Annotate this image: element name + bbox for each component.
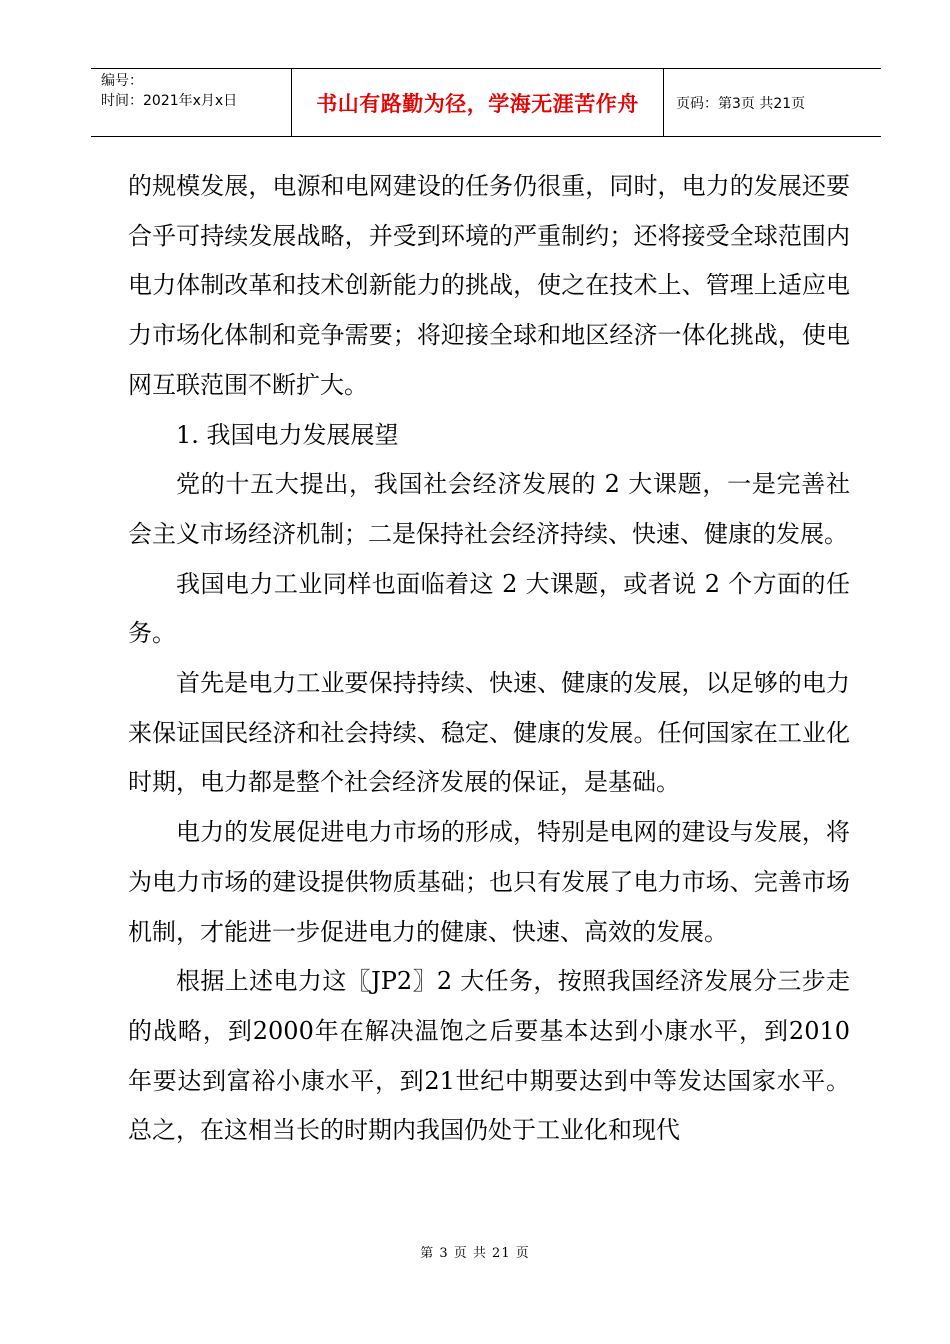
paragraph: 电力的发展促进电力市场的形成，特别是电网的建设与发展，将为电力市场的建设提供物质基础；也只有发展了电力市场、完善市场机制，才能进一步促进电力的健康、快速、高效的发展。 xyxy=(128,818,850,946)
page-footer: 第 3 页 共 21 页 xyxy=(420,1246,530,1261)
document-body xyxy=(128,162,850,1156)
header-meta-cell xyxy=(91,69,292,136)
header-motto: 书山有路勤为径，学海无涯苦作舟 xyxy=(292,69,664,136)
header-page-code: 页码：第3页 共21页 xyxy=(676,95,806,112)
paragraph: 根据上述电力这〖JP2〗2 大任务，按照我国经济发展分三步走的战略，到2000年在解决温饱之后要基本达到小康水平，到2010年要达到富裕小康水平，到21世纪中期要达到中等发达国家水平。总之，在这相当长的时期内我国仍处于工业化和现代 xyxy=(128,967,850,1145)
paragraph-continuation: 的规模发展，电源和电网建设的任务仍很重，同时，电力的发展还要合乎可持续发展战略，并受到环境的严重制约；还将接受全球范围内电力体制改革和技术创新能力的挑战，使之在技术上、管理上适应电力市场化体制和竞争需要；将迎接全球和地区经济一体化挑战，使电网互联范围不断扩大。 xyxy=(128,172,850,399)
time-label: 时间：2021年x月x日 xyxy=(101,93,238,109)
section-heading: 1. 我国电力发展展望 xyxy=(176,420,399,449)
paragraph: 我国电力工业同样也面临着这 2 大课题，或者说 2 个方面的任务。 xyxy=(128,569,850,648)
paragraph: 党的十五大提出，我国社会经济发展的 2 大课题，一是完善社会主义市场经济机制；二是保持社会经济持续、快速、健康的发展。 xyxy=(128,470,850,548)
number-label: 编号： xyxy=(101,73,143,89)
page-header xyxy=(91,68,881,137)
paragraph: 首先是电力工业要保持持续、快速、健康的发展，以足够的电力来保证国民经济和社会持续、稳定、健康的发展。任何国家在工业化时期，电力都是整个社会经济发展的保证，是基础。 xyxy=(128,669,850,797)
